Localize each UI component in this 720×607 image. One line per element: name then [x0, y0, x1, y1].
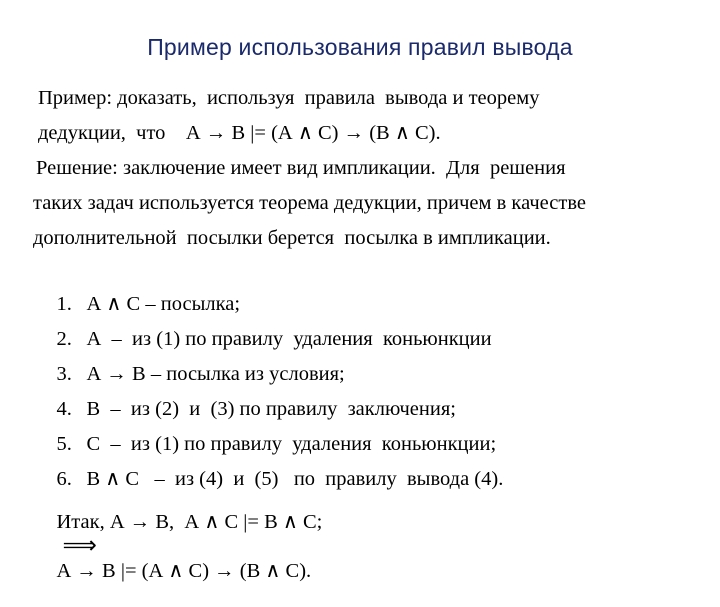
intro-line-5: дополнительной посылки берется посылка в импликации.	[33, 227, 551, 249]
step-text: В ∧ С – из (4) и (5) по правилу вывода (4).	[86, 468, 504, 490]
step-text: В – из (2) и (3) по правилу заключения;	[86, 398, 456, 420]
slide-title: Пример использования правил вывода	[147, 34, 573, 60]
step-text: С – из (1) по правилу удаления коньюнкции;	[86, 433, 497, 455]
intro-line-4: таких задач используется теорема дедукции, причем в качестве	[33, 192, 586, 214]
conclusion	[36, 486, 322, 607]
step-number: 6.	[56, 468, 72, 490]
step-text: А ∧ С – посылка;	[86, 293, 241, 315]
step-number: 5.	[56, 433, 72, 455]
conclusion-result: А → В |= (А ∧ С) → (В ∧ С).	[56, 560, 312, 582]
intro-line-2: дедукции, что А → В |= (А ∧ С) → (В ∧ С).	[38, 122, 441, 144]
intro-line-3: Решение: заключение имеет вид импликации. Для решения	[36, 157, 566, 179]
implies-arrow-icon: ⟹	[62, 533, 97, 559]
step-text: А – из (1) по правилу удаления коньюнкции	[86, 328, 492, 350]
step-number: 3.	[56, 363, 72, 385]
step-number: 2.	[56, 328, 72, 350]
step-text: А → В – посылка из условия;	[86, 363, 345, 385]
intro-line-1: Пример: доказать, используя правила вывода и теорему	[38, 87, 540, 109]
step-number: 1.	[56, 293, 72, 315]
step-number: 4.	[56, 398, 72, 420]
conclusion-premises: Итак, А → В, А ∧ С |= В ∧ С;	[56, 511, 323, 533]
